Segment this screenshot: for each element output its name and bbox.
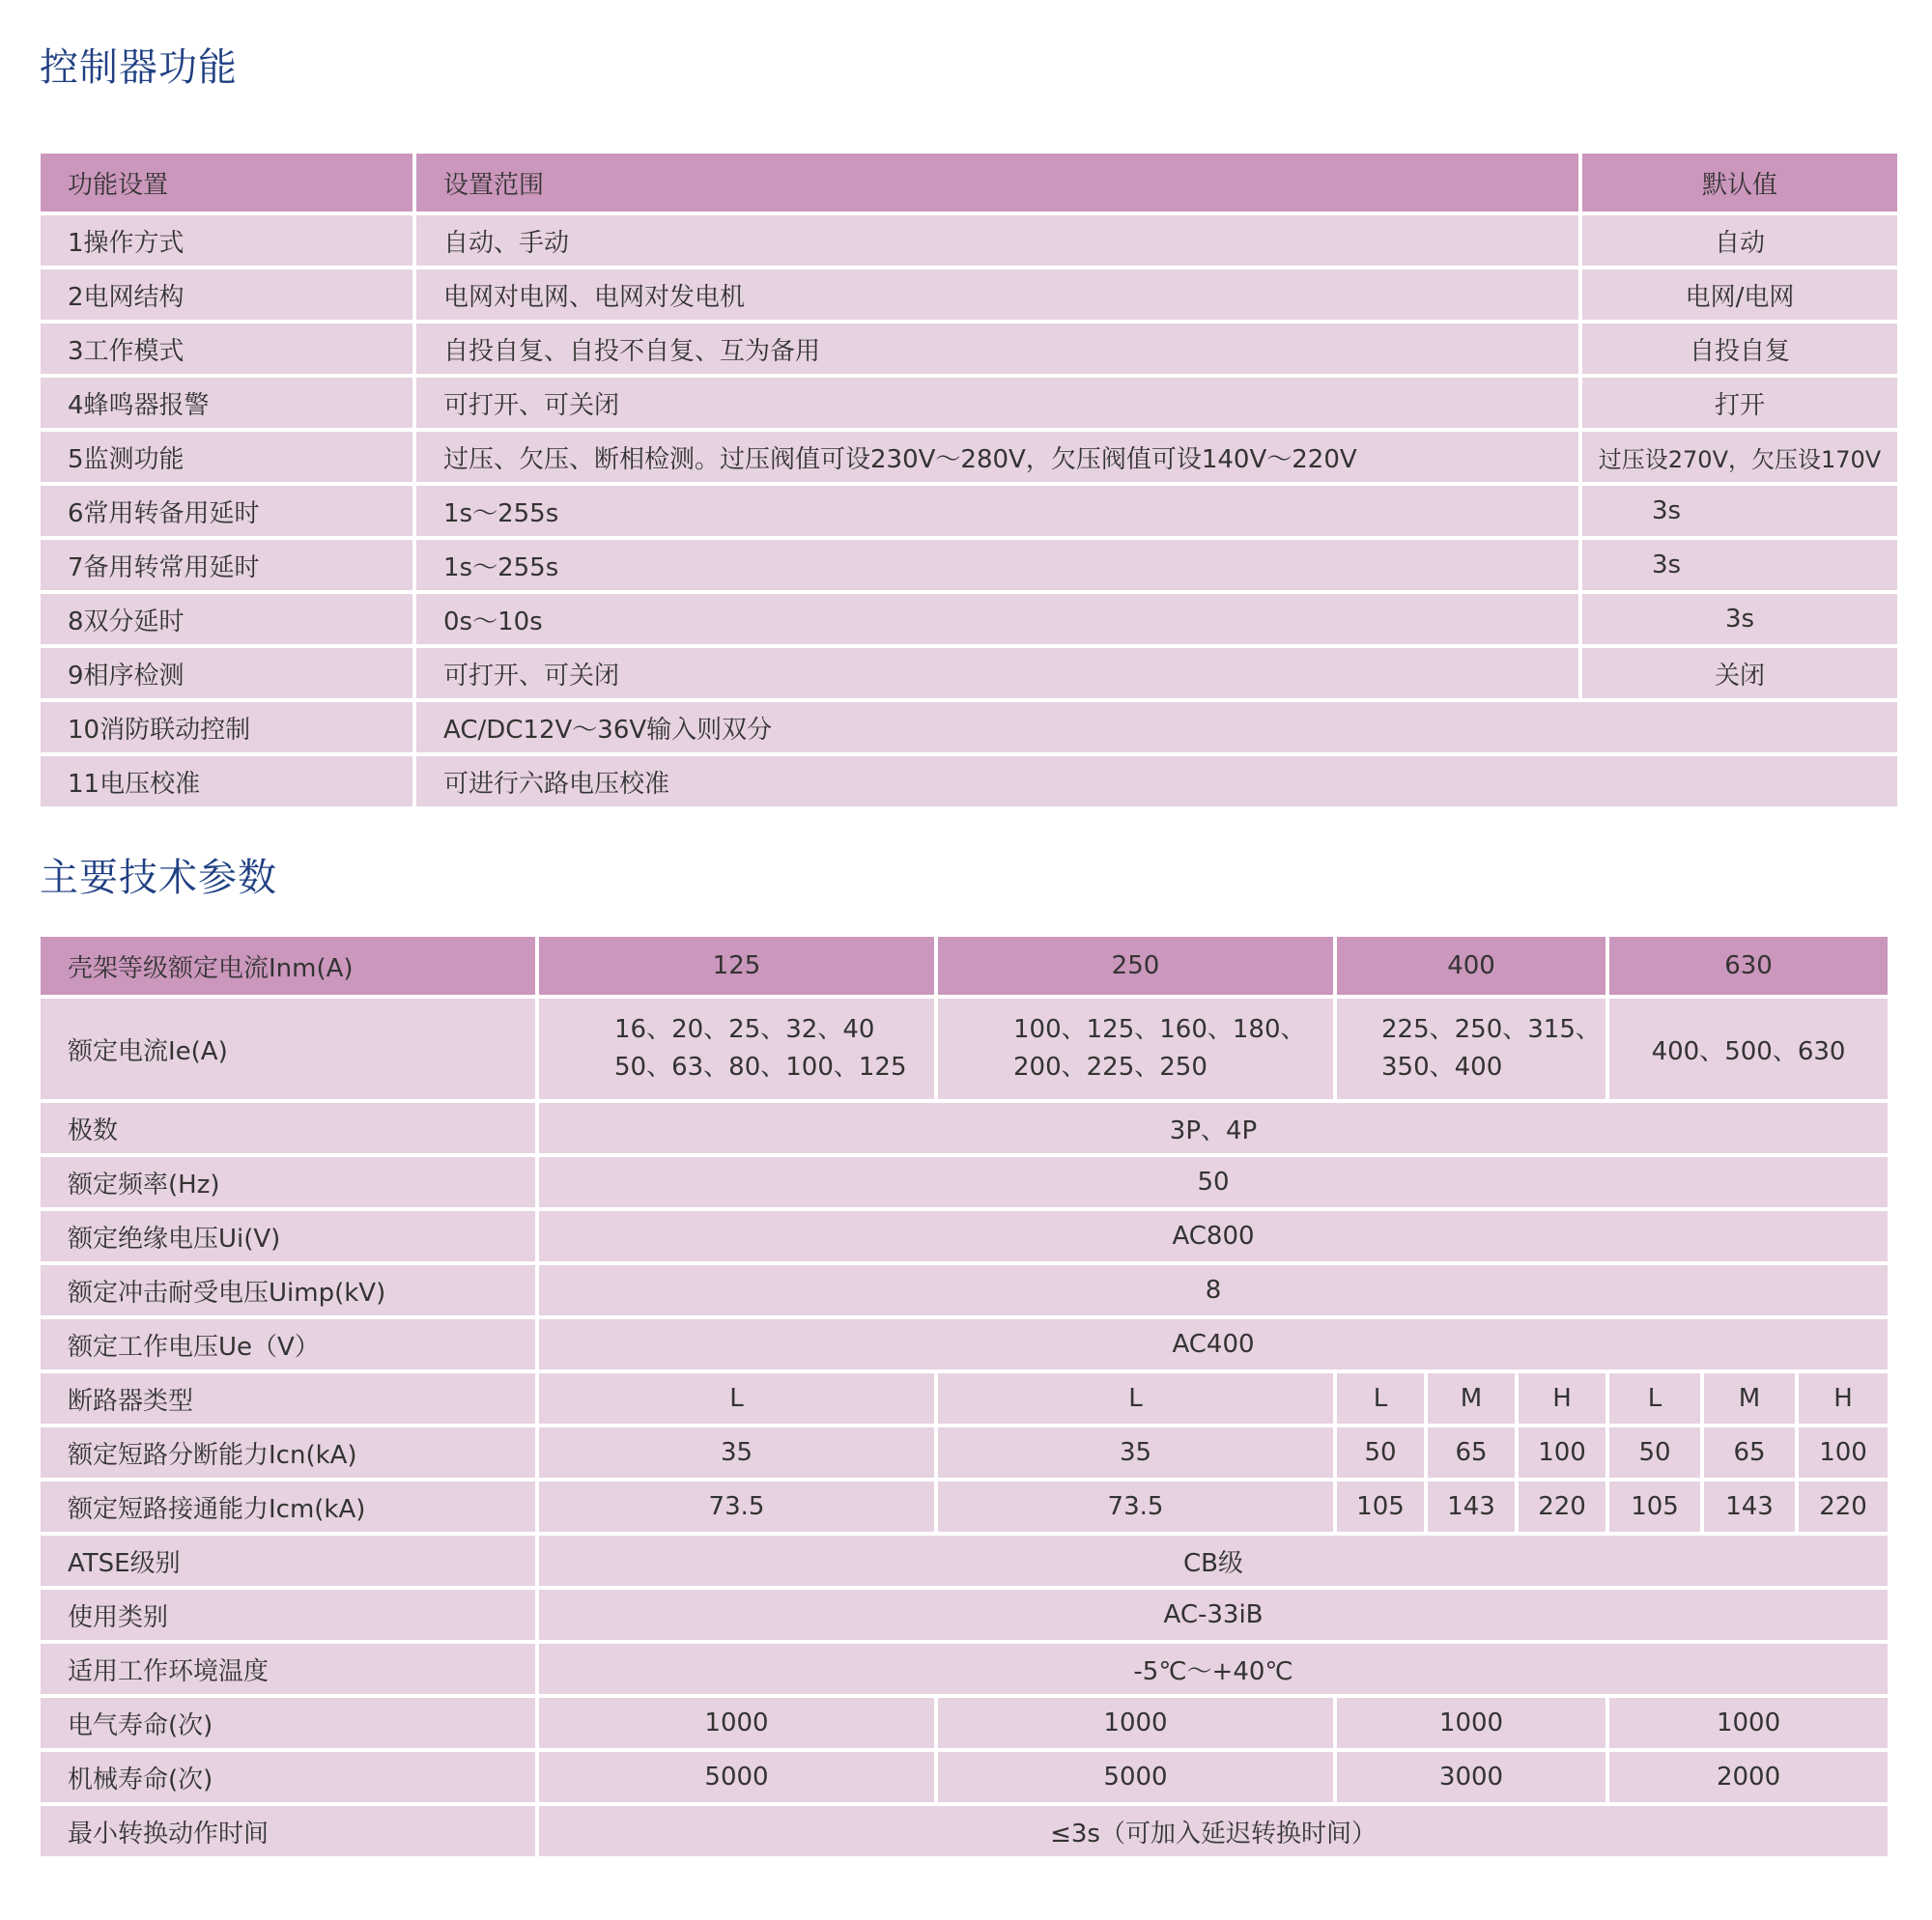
param-value: -5℃～+40℃ [539, 1644, 1888, 1694]
table-row [41, 1211, 1888, 1261]
function-default: 电网/电网 [1582, 269, 1897, 320]
technical-parameters-table [37, 933, 1891, 1860]
section-title-controller-functions: 控制器功能 [40, 45, 238, 90]
table-row [41, 540, 1897, 590]
rated-current-400-line1: 225、250、315、 [1381, 1015, 1601, 1044]
mechanical-life-cell: 5000 [539, 1752, 934, 1802]
breaker-type-cell: L [938, 1373, 1333, 1424]
function-default: 3s [1582, 540, 1897, 590]
header-frame-400: 400 [1337, 937, 1605, 995]
param-label: 额定冲击耐受电压Uimp(kV) [41, 1265, 535, 1315]
function-range: 1s～255s [416, 540, 1578, 590]
table-row [41, 1806, 1888, 1856]
table-header-row [41, 937, 1888, 995]
electrical-life-cell: 1000 [938, 1698, 1333, 1748]
param-label: 极数 [41, 1103, 535, 1153]
icm-cell: 143 [1704, 1482, 1795, 1532]
breaker-type-cell: M [1704, 1373, 1795, 1424]
electrical-life-cell: 1000 [1609, 1698, 1888, 1748]
mechanical-life-cell: 2000 [1609, 1752, 1888, 1802]
header-function-setting: 功能设置 [41, 154, 412, 212]
function-default: 关闭 [1582, 648, 1897, 698]
function-default: 自动 [1582, 215, 1897, 266]
function-range: 可进行六路电压校准 [416, 756, 1897, 806]
table-row [41, 1536, 1888, 1586]
param-label: 额定绝缘电压Ui(V) [41, 1211, 535, 1261]
mechanical-life-cell: 5000 [938, 1752, 1333, 1802]
function-name: 9相序检测 [41, 648, 412, 698]
param-value: ≤3s（可加入延迟转换时间） [539, 1806, 1888, 1856]
function-name: 5监测功能 [41, 432, 412, 482]
rated-current-125-line2: 50、63、80、100、125 [614, 1053, 907, 1082]
table-row [41, 1698, 1888, 1748]
param-value: 50 [539, 1157, 1888, 1207]
rated-current-630: 400、500、630 [1609, 999, 1888, 1099]
controller-functions-table [37, 150, 1901, 810]
function-name: 8双分延时 [41, 594, 412, 644]
rated-current-250-line1: 100、125、160、180、 [1013, 1015, 1306, 1044]
icm-cell: 73.5 [938, 1482, 1333, 1532]
table-row [41, 1373, 1888, 1424]
header-frame-250: 250 [938, 937, 1333, 995]
table-row [41, 1482, 1888, 1532]
table-row [41, 648, 1897, 698]
icn-cell: 100 [1799, 1427, 1888, 1478]
table-header-row [41, 154, 1897, 212]
breaker-type-cell: L [1337, 1373, 1424, 1424]
function-range: 过压、欠压、断相检测。过压阀值可设230V～280V，欠压阀值可设140V～220V [416, 432, 1578, 482]
rated-current-125-line1: 16、20、25、32、40 [614, 1015, 875, 1044]
icn-cell: 35 [938, 1427, 1333, 1478]
section-title-technical-parameters: 主要技术参数 [40, 856, 277, 900]
icm-cell: 73.5 [539, 1482, 934, 1532]
function-default: 打开 [1582, 378, 1897, 428]
icn-cell: 100 [1519, 1427, 1605, 1478]
function-name: 10消防联动控制 [41, 702, 412, 752]
rated-current-250-line2: 200、225、250 [1013, 1053, 1208, 1082]
function-name: 1操作方式 [41, 215, 412, 266]
function-name: 2电网结构 [41, 269, 412, 320]
param-label: 适用工作环境温度 [41, 1644, 535, 1694]
rated-current-400-line2: 350、400 [1381, 1053, 1503, 1082]
icn-cell: 35 [539, 1427, 934, 1478]
function-range: 1s～255s [416, 486, 1578, 536]
param-value: AC800 [539, 1211, 1888, 1261]
header-frame-630: 630 [1609, 937, 1888, 995]
header-setting-range: 设置范围 [416, 154, 1578, 212]
function-range: 可打开、可关闭 [416, 648, 1578, 698]
header-frame-rated-current: 壳架等级额定电流Ⅰnm(A) [41, 937, 535, 995]
table-row [41, 1427, 1888, 1478]
table-row [41, 486, 1897, 536]
function-range: 电网对电网、电网对发电机 [416, 269, 1578, 320]
param-value: AC400 [539, 1319, 1888, 1369]
param-value: AC-33iB [539, 1590, 1888, 1640]
breaker-type-cell: L [539, 1373, 934, 1424]
table-row [41, 1103, 1888, 1153]
function-default: 自投自复 [1582, 324, 1897, 374]
param-value: CB级 [539, 1536, 1888, 1586]
icn-cell: 65 [1704, 1427, 1795, 1478]
param-value: 8 [539, 1265, 1888, 1315]
icm-cell: 220 [1519, 1482, 1605, 1532]
icm-cell: 143 [1428, 1482, 1515, 1532]
table-row [41, 999, 1888, 1099]
param-label: ATSE级别 [41, 1536, 535, 1586]
param-label: 电气寿命(次) [41, 1698, 535, 1748]
header-frame-125: 125 [539, 937, 934, 995]
icn-cell: 50 [1337, 1427, 1424, 1478]
table-row [41, 594, 1897, 644]
icn-cell: 65 [1428, 1427, 1515, 1478]
function-range: 自投自复、自投不自复、互为备用 [416, 324, 1578, 374]
table-row [41, 1590, 1888, 1640]
function-range: 自动、手动 [416, 215, 1578, 266]
table-row [41, 1752, 1888, 1802]
function-name: 7备用转常用延时 [41, 540, 412, 590]
function-name: 6常用转备用延时 [41, 486, 412, 536]
icm-cell: 105 [1609, 1482, 1700, 1532]
icm-cell: 105 [1337, 1482, 1424, 1532]
rated-current-400 [1337, 999, 1605, 1099]
table-row [41, 1319, 1888, 1369]
table-row [41, 1157, 1888, 1207]
function-range: AC/DC12V～36V输入则双分 [416, 702, 1897, 752]
table-row [41, 324, 1897, 374]
rated-current-125 [539, 999, 934, 1099]
table-row [41, 215, 1897, 266]
table-row [41, 378, 1897, 428]
table-row [41, 702, 1897, 752]
param-label: 最小转换动作时间 [41, 1806, 535, 1856]
rated-current-250 [938, 999, 1333, 1099]
mechanical-life-cell: 3000 [1337, 1752, 1605, 1802]
breaker-type-cell: H [1519, 1373, 1605, 1424]
param-label: 断路器类型 [41, 1373, 535, 1424]
icn-cell: 50 [1609, 1427, 1700, 1478]
breaker-type-cell: M [1428, 1373, 1515, 1424]
param-label: 额定工作电压Ue（V） [41, 1319, 535, 1369]
function-default: 过压设270V，欠压设170V [1582, 432, 1897, 482]
param-label: 额定短路分断能力Icn(kA) [41, 1427, 535, 1478]
function-range: 0s～10s [416, 594, 1578, 644]
header-default-value: 默认值 [1582, 154, 1897, 212]
param-label: 额定频率(Hz) [41, 1157, 535, 1207]
param-label: 机械寿命(次) [41, 1752, 535, 1802]
table-row [41, 432, 1897, 482]
electrical-life-cell: 1000 [539, 1698, 934, 1748]
function-name: 11电压校准 [41, 756, 412, 806]
electrical-life-cell: 1000 [1337, 1698, 1605, 1748]
function-range: 可打开、可关闭 [416, 378, 1578, 428]
param-label: 使用类别 [41, 1590, 535, 1640]
function-name: 3工作模式 [41, 324, 412, 374]
function-default: 3s [1582, 486, 1897, 536]
function-default: 3s [1582, 594, 1897, 644]
function-name: 4蜂鸣器报警 [41, 378, 412, 428]
param-label: 额定短路接通能力Icm(kA) [41, 1482, 535, 1532]
icm-cell: 220 [1799, 1482, 1888, 1532]
param-value: 3P、4P [539, 1103, 1888, 1153]
table-row [41, 1265, 1888, 1315]
breaker-type-cell: L [1609, 1373, 1700, 1424]
table-row [41, 1644, 1888, 1694]
table-row [41, 269, 1897, 320]
param-label: 额定电流Ie(A) [41, 999, 535, 1099]
breaker-type-cell: H [1799, 1373, 1888, 1424]
table-row [41, 756, 1897, 806]
